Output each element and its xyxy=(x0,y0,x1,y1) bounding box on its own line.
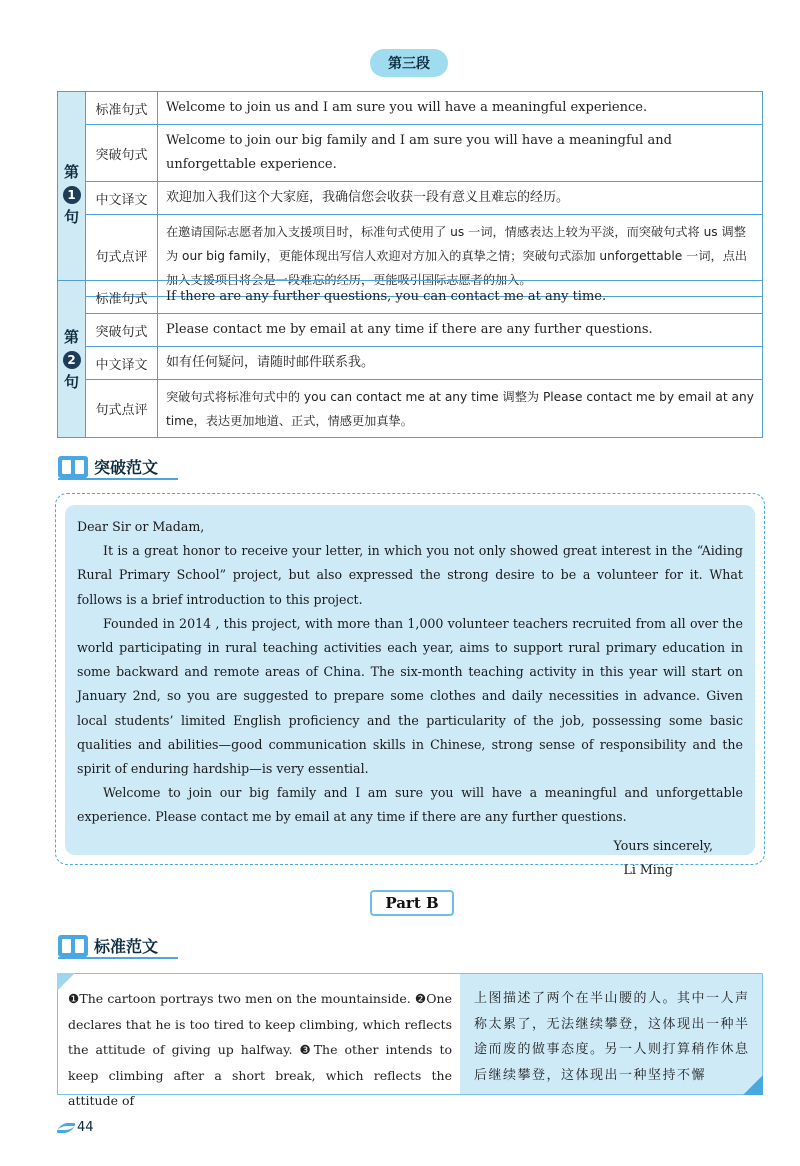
row-label: 句式点评 xyxy=(86,380,158,438)
standard-heading xyxy=(58,934,158,957)
row-content: Welcome to join us and I am sure you will have a meaningful experience. xyxy=(158,92,763,125)
row-label: 句式点评 xyxy=(86,215,158,297)
row-label: 突破句式 xyxy=(86,125,158,182)
breakthrough-heading xyxy=(58,455,158,478)
letter-closing: Yours sincerely, xyxy=(613,837,713,853)
book-icon xyxy=(58,456,88,478)
sentence-number-badge: 2 xyxy=(63,351,81,369)
heading-underline xyxy=(58,957,178,959)
heading-text: 突破范文 xyxy=(94,458,159,477)
breakthrough-letter xyxy=(65,505,755,877)
row-label: 中文译文 xyxy=(86,182,158,215)
standard-model-essay xyxy=(57,973,763,1108)
row-content: 突破句式将标准句式中的 you can contact me at any time 调整为 Please contact me by email at any time，表达更加地道、正式，情感更加真挚。 xyxy=(158,380,763,438)
row-content: Please contact me by email at any time if there are any further questions. xyxy=(158,314,763,347)
page-curl-decoration xyxy=(743,1075,763,1095)
letter-paragraph: It is a great honor to receive your letter, in which you not only showed great interest in the “Aiding Rural Primary School” project, but also expressed the strong desire to be a volunteer for it. What follows is a brief introduction to this project. xyxy=(77,543,743,607)
model-essay-english: ❶The cartoon portrays two men on the mountainside. ❷One declares that he is too tired to keep climbing, which reflects the attitude of giving up halfway. ❸The other intends to keep climbing after a short break, which reflects the attitude of xyxy=(58,974,460,1094)
row-content: Welcome to join our big family and I am sure you will have a meaningful and unforgettable experience. xyxy=(158,125,763,182)
letter-paragraph: Founded in 2014 , this project, with more than 1,000 volunteer teachers recruited from all over the world participating in rural teaching activities each year, aims to support rural primary education in some backward and remote areas of China. The six-month teaching activity in this year will start on January 2nd, so you are suggested to prepare some clothes and daily necessities in advance. Given local students’ limited English proficiency and the particularity of the job, possessing some basic qualities and abilities—good communication skills in Chinese, strong sense of responsibility and the spirit of enduring hardship—is very essential. xyxy=(77,615,743,777)
page-number-text: 44 xyxy=(77,1120,94,1135)
heading-underline xyxy=(58,478,178,480)
letter-signature: Li Ming xyxy=(623,861,673,877)
letter-salutation: Dear Sir or Madam, xyxy=(77,519,205,534)
row-content: 欢迎加入我们这个大家庭，我确信您会收获一段有意义且难忘的经历。 xyxy=(158,182,763,215)
row-content: 如有任何疑问，请随时邮件联系我。 xyxy=(158,347,763,380)
letter-paragraph: Welcome to join our big family and I am sure you will have a meaningful and unforgettable experience. Please contact me by email at any time if there are any further questions. xyxy=(77,785,743,825)
row-label: 标准句式 xyxy=(86,281,158,314)
part-b-title: Part B xyxy=(370,890,454,916)
side-label-char: 第 xyxy=(63,162,79,181)
row-label: 中文译文 xyxy=(86,347,158,380)
side-label-char: 句 xyxy=(63,372,79,391)
row-content: 在邀请国际志愿者加入支援项目时，标准句式使用了 us 一词，情感表达上较为平淡，而突破句式将 us 调整为 our big family，更能体现出写信人欢迎对方加入的真挚之情；突破句式添加 unforgettable 一词，点出加入支援项目将会是一段难忘的经历，更能吸引国际志愿者的加入。 xyxy=(158,215,763,297)
side-label-char: 第 xyxy=(63,327,79,346)
row-label: 标准句式 xyxy=(86,92,158,125)
heading-text: 标准范文 xyxy=(94,937,159,956)
book-icon xyxy=(58,935,88,957)
sentence-1-side-label xyxy=(58,92,86,297)
sentence-table-2 xyxy=(57,280,763,438)
section-title: 第三段 xyxy=(370,49,448,77)
row-label: 突破句式 xyxy=(86,314,158,347)
side-label-char: 句 xyxy=(63,207,79,226)
model-essay-chinese: 上图描述了两个在半山腰的人。其中一人声称太累了，无法继续攀登，这体现出一种半途而废的做事态度。另一人则打算稍作休息后继续攀登，这体现出一种坚持不懈 xyxy=(460,974,762,1094)
row-content: If there are any further questions, you can contact me at any time. xyxy=(158,281,763,314)
sentence-number-badge: 1 xyxy=(63,186,81,204)
page-number xyxy=(58,1120,94,1135)
swirl-icon xyxy=(56,1123,76,1133)
sentence-table-1 xyxy=(57,91,763,297)
sentence-2-side-label xyxy=(58,281,86,438)
corner-decoration xyxy=(57,973,75,991)
